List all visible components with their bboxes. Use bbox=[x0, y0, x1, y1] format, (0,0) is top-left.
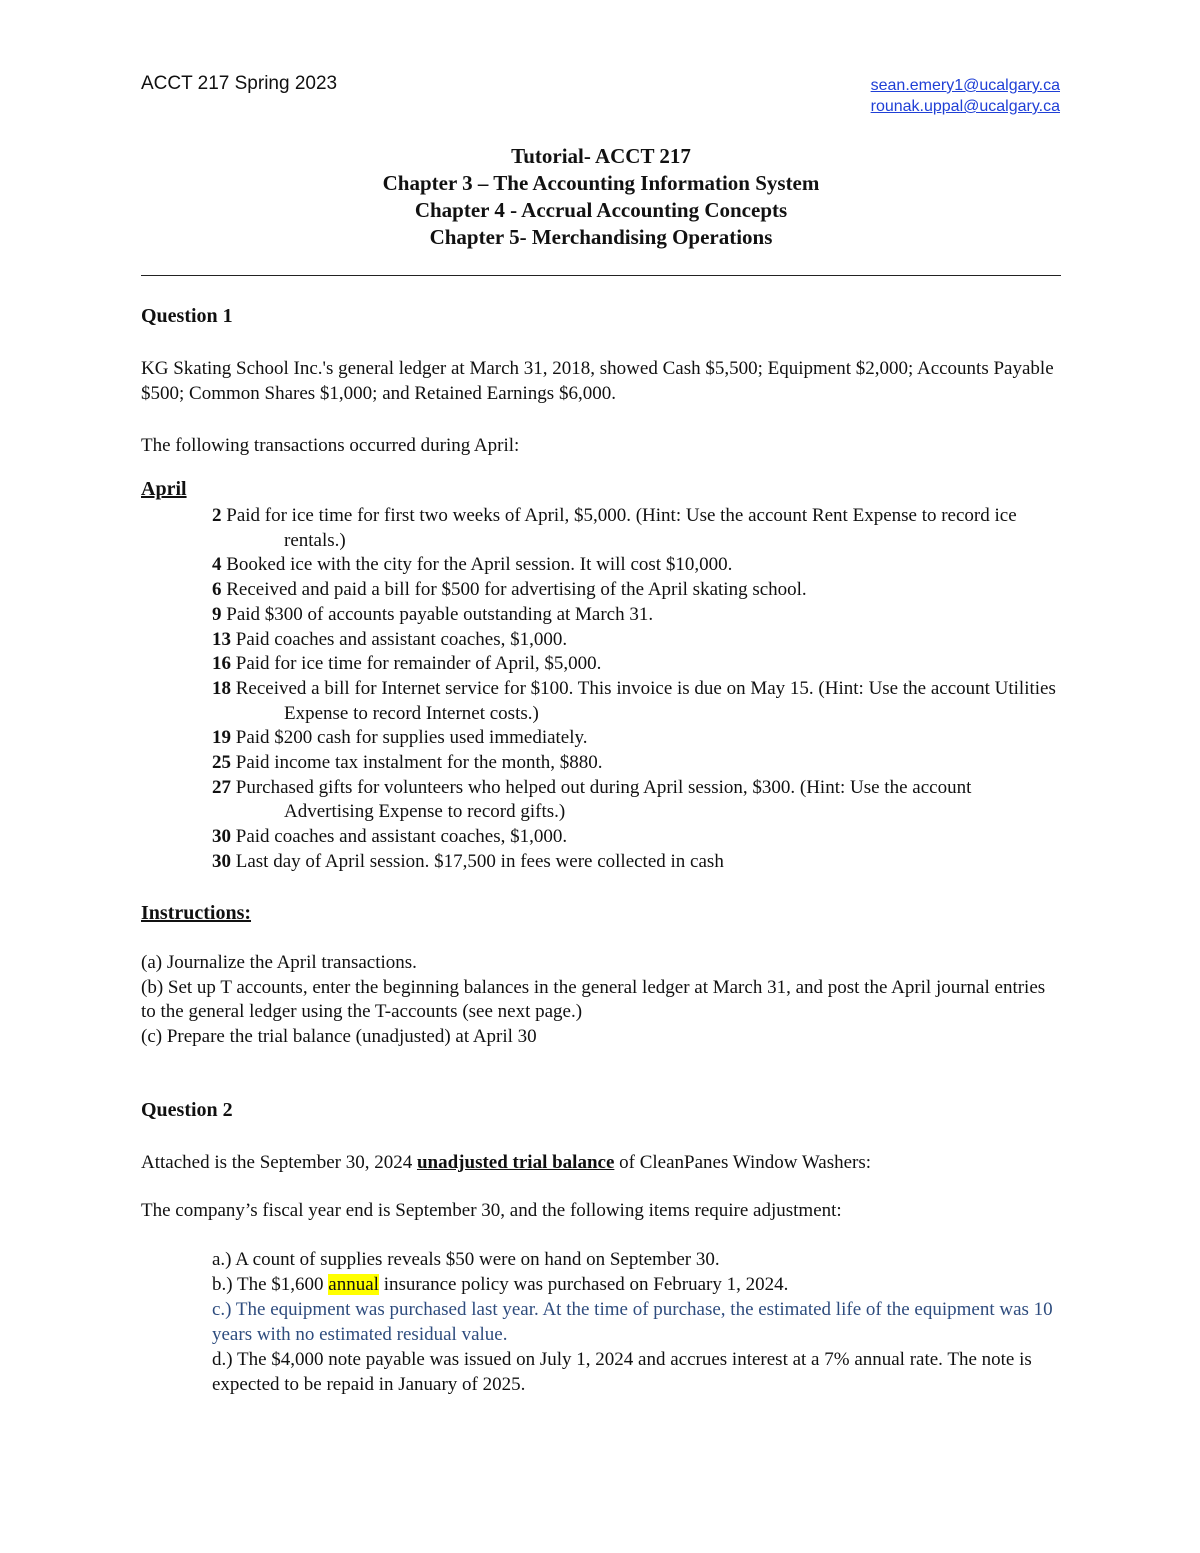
list-item: b.) The $1,600 annual insurance policy was purchased on February 1, 2024. bbox=[212, 1274, 789, 1295]
list-item: 2 Paid for ice time for first two weeks of April, $5,000. (Hint: Use the account Rent Expense to record ice rentals.) bbox=[212, 505, 1017, 551]
list-item: c.) The equipment was purchased last year. At the time of purchase, the estimated life of the equipment was 10 years with no estimated residual value. bbox=[212, 1299, 1053, 1345]
email-link-2[interactable]: rounak.uppal@ucalgary.ca bbox=[870, 98, 1060, 115]
contact-emails bbox=[871, 75, 1060, 117]
instructions-heading: Instructions: bbox=[141, 902, 252, 924]
title-line: Chapter 5- Merchandising Operations bbox=[429, 225, 773, 249]
list-item: 30 Last day of April session. $17,500 in fees were collected in cash bbox=[212, 850, 724, 872]
list-item: (a) Journalize the April transactions. bbox=[141, 952, 417, 973]
fiscal-year-note: The company’s fiscal year end is September 30, and the following items require adjustment: bbox=[141, 1200, 842, 1221]
list-item: a.) A count of supplies reveals $50 were on hand on September 30. bbox=[212, 1249, 720, 1270]
list-item: 19 Paid $200 cash for supplies used immediately. bbox=[212, 727, 588, 749]
title-block bbox=[141, 143, 1061, 251]
list-item: 6 Received and paid a bill for $500 for advertising of the April skating school. bbox=[212, 579, 807, 601]
title-line: Chapter 3 – The Accounting Information System bbox=[382, 171, 820, 195]
list-item: 18 Received a bill for Internet service for $100. This invoice is due on May 15. (Hint: Use the account Utilities Expense to record Internet costs.) bbox=[212, 677, 1056, 724]
list-item: 16 Paid for ice time for remainder of April, $5,000. bbox=[212, 653, 602, 675]
list-item: 25 Paid income tax instalment for the month, $880. bbox=[212, 752, 603, 774]
month-heading: April bbox=[141, 478, 187, 500]
adjustment-list bbox=[212, 1247, 1062, 1397]
list-item: (b) Set up T accounts, enter the beginning balances in the general ledger at March 31, and post the April journal entries to the general ledger using the T-accounts (see next page.) bbox=[141, 976, 1046, 1022]
list-item: 27 Purchased gifts for volunteers who helped out during April session, $300. (Hint: Use the account Advertising Expense to record gifts.) bbox=[212, 776, 972, 823]
horizontal-divider bbox=[141, 275, 1061, 276]
highlighted-text: annual bbox=[328, 1274, 379, 1295]
question-2-intro: Attached is the September 30, 2024 unadjusted trial balance of CleanPanes Window Washers: bbox=[141, 1152, 872, 1173]
question-1-lead: The following transactions occurred during April: bbox=[141, 435, 520, 456]
course-header: ACCT 217 Spring 2023 bbox=[141, 73, 338, 94]
list-item: 13 Paid coaches and assistant coaches, $1,000. bbox=[212, 628, 568, 650]
question-1-heading: Question 1 bbox=[141, 305, 233, 327]
transaction-list bbox=[212, 504, 1062, 875]
emphasis-text: unadjusted trial balance bbox=[416, 1152, 615, 1173]
list-item: 9 Paid $300 of accounts payable outstanding at March 31. bbox=[212, 603, 654, 625]
list-item: (c) Prepare the trial balance (unadjusted) at April 30 bbox=[141, 1025, 537, 1047]
list-item: 4 Booked ice with the city for the April session. It will cost $10,000. bbox=[212, 554, 733, 576]
question-1-intro: KG Skating School Inc.'s general ledger at March 31, 2018, showed Cash $5,500; Equipment $2,000; Accounts Payable $500; Common Shares $1,000; and Retained Earnings $6,000. bbox=[141, 358, 1054, 404]
email-link-1[interactable]: sean.emery1@ucalgary.ca bbox=[870, 77, 1060, 94]
list-item: 30 Paid coaches and assistant coaches, $1,000. bbox=[212, 826, 568, 848]
title-line: Tutorial- ACCT 217 bbox=[511, 144, 691, 168]
title-line: Chapter 4 - Accrual Accounting Concepts bbox=[414, 198, 788, 222]
instructions-list bbox=[141, 951, 1061, 1049]
question-2-heading: Question 2 bbox=[141, 1099, 233, 1121]
list-item: d.) The $4,000 note payable was issued on July 1, 2024 and accrues interest at a 7% annual rate. The note is expected to be repaid in January of 2025. bbox=[212, 1349, 1032, 1395]
